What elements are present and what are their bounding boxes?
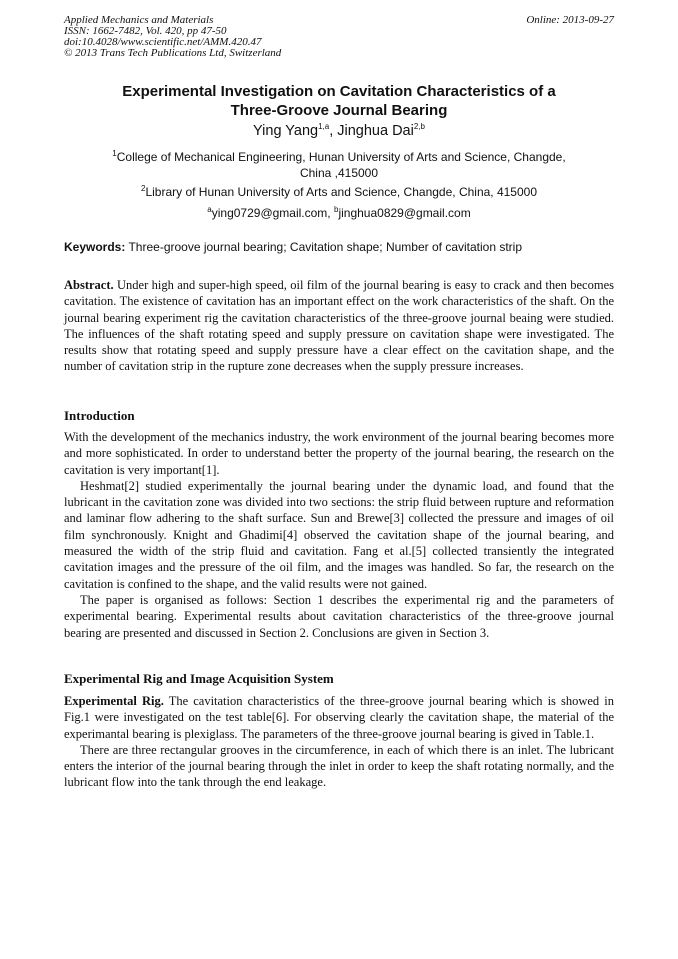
author-separator: , bbox=[329, 123, 338, 139]
section-heading-experimental-rig: Experimental Rig and Image Acquisition System bbox=[64, 671, 334, 686]
introduction-body bbox=[64, 429, 614, 641]
paper-title bbox=[64, 82, 614, 120]
abstract-label: Abstract. bbox=[64, 278, 114, 292]
title-line-1: Experimental Investigation on Cavitation Characteristics of a bbox=[122, 83, 556, 100]
paragraph: With the development of the mechanics industry, the work environment of the journal bearing becomes more and more sophisticated. In order to understand better the property of the journal bearing, the research on the cavitation is very important[1]. bbox=[64, 430, 614, 477]
affiliation-superscript: 1 bbox=[112, 149, 117, 158]
abstract-text: Under high and super-high speed, oil film of the journal bearing is easy to crack and then becomes cavitation. The existence of cavitation has an important effect on the work characteristics of the shaft. On the journal bearing experiment rig the cavitation characteristics of the three-groove journal beaing were studied. The influences of the shaft rotating speed and supply pressure on cavitation shape were investigated. The results show that rotating speed and supply pressure have a clear effect on the cavitation shape, and the number of cavitation strip in the rupture zone decreases when the supply pressure increases. bbox=[64, 278, 614, 374]
journal-issn: ISSN: 1662-7482, Vol. 420, pp 47-50 bbox=[64, 25, 227, 37]
journal-copyright: © 2013 Trans Tech Publications Ltd, Switzerland bbox=[64, 47, 282, 59]
keywords-label: Keywords: bbox=[64, 240, 126, 254]
subsection-lead: Experimental Rig. bbox=[64, 694, 164, 708]
author-name: Jinghua Dai bbox=[337, 123, 414, 139]
keywords-text: Three-groove journal bearing; Cavitation shape; Number of cavitation strip bbox=[125, 240, 523, 254]
title-line-2: Three-Groove Journal Bearing bbox=[230, 102, 448, 119]
paragraph: The paper is organised as follows: Section 1 describes the experimental rig and the parameters of experimental bearing. Experimental results about cavitation characteristics of the three-groove journal bearing are presented and discussed in Section 2. Conclusions are given in Section 3. bbox=[64, 592, 614, 640]
keywords bbox=[64, 240, 614, 255]
journal-name: Applied Mechanics and Materials bbox=[64, 14, 214, 26]
journal-doi: doi:10.4028/www.scientific.net/AMM.420.47 bbox=[64, 36, 262, 48]
affiliation-text: Library of Hunan University of Arts and Science, Changde, China, 415000 bbox=[145, 185, 538, 199]
author-name: Ying Yang bbox=[253, 123, 319, 139]
affiliation-1 bbox=[64, 149, 614, 181]
paragraph: Heshmat[2] studied experimentally the journal bearing under the dynamic load, and found that the lubricant in the cavitation zone was divided into two sections: the strip fluid between rupture and reformation and laminar flow adhering to the shaft surface. Sun and Brewe[3] collected the pressure and images of oil film synchronously. Knight and Ghadimi[4] observed the cavitation shape of the journal bearing, and measured the width of the strip fluid and cavitation. Fang et al.[5] collected transiently the integrated cavitation images and the pressure of the oil film, and the images was handled. So far, the research on the cavitation is confined to the shape, and the valid results were not gained. bbox=[64, 478, 614, 591]
affiliation-2 bbox=[64, 184, 614, 200]
online-date: Online: 2013-09-27 bbox=[526, 14, 614, 26]
email-link[interactable]: jinghua0829@gmail.com bbox=[338, 206, 471, 220]
experimental-rig-body bbox=[64, 693, 614, 791]
author-emails bbox=[64, 205, 614, 221]
abstract bbox=[64, 277, 614, 375]
email-link[interactable]: ying0729@gmail.com, bbox=[211, 206, 334, 220]
section-heading-introduction: Introduction bbox=[64, 408, 135, 423]
paragraph: There are three rectangular grooves in the circumference, in each of which there is an inlet. The lubricant enters the interior of the journal bearing through the inlet in order to keep the shaft rotating normally, and the lubricant flow into the tank through the end leakage. bbox=[64, 742, 614, 790]
affiliation-superscript: 2 bbox=[140, 184, 146, 193]
author-superscript: 1,a bbox=[318, 122, 330, 132]
email-superscript: a bbox=[207, 205, 212, 214]
affiliation-text: College of Mechanical Engineering, Hunan University of Arts and Science, Changde, bbox=[116, 150, 566, 164]
email-superscript: b bbox=[333, 205, 339, 214]
author-superscript: 2,b bbox=[413, 122, 425, 132]
affiliation-text: China ,415000 bbox=[299, 166, 379, 180]
author-list bbox=[64, 122, 614, 140]
paragraph-text: The cavitation characteristics of the three-groove journal bearing which is showed in Fig.1 were investigated on the test table[6]. For observing clearly the cavitation shape, the material of the experimantal bearing is plexiglass. The parameters of the three-groove journal bearing is gived in Table.1. bbox=[64, 694, 614, 741]
journal-header bbox=[64, 15, 484, 59]
